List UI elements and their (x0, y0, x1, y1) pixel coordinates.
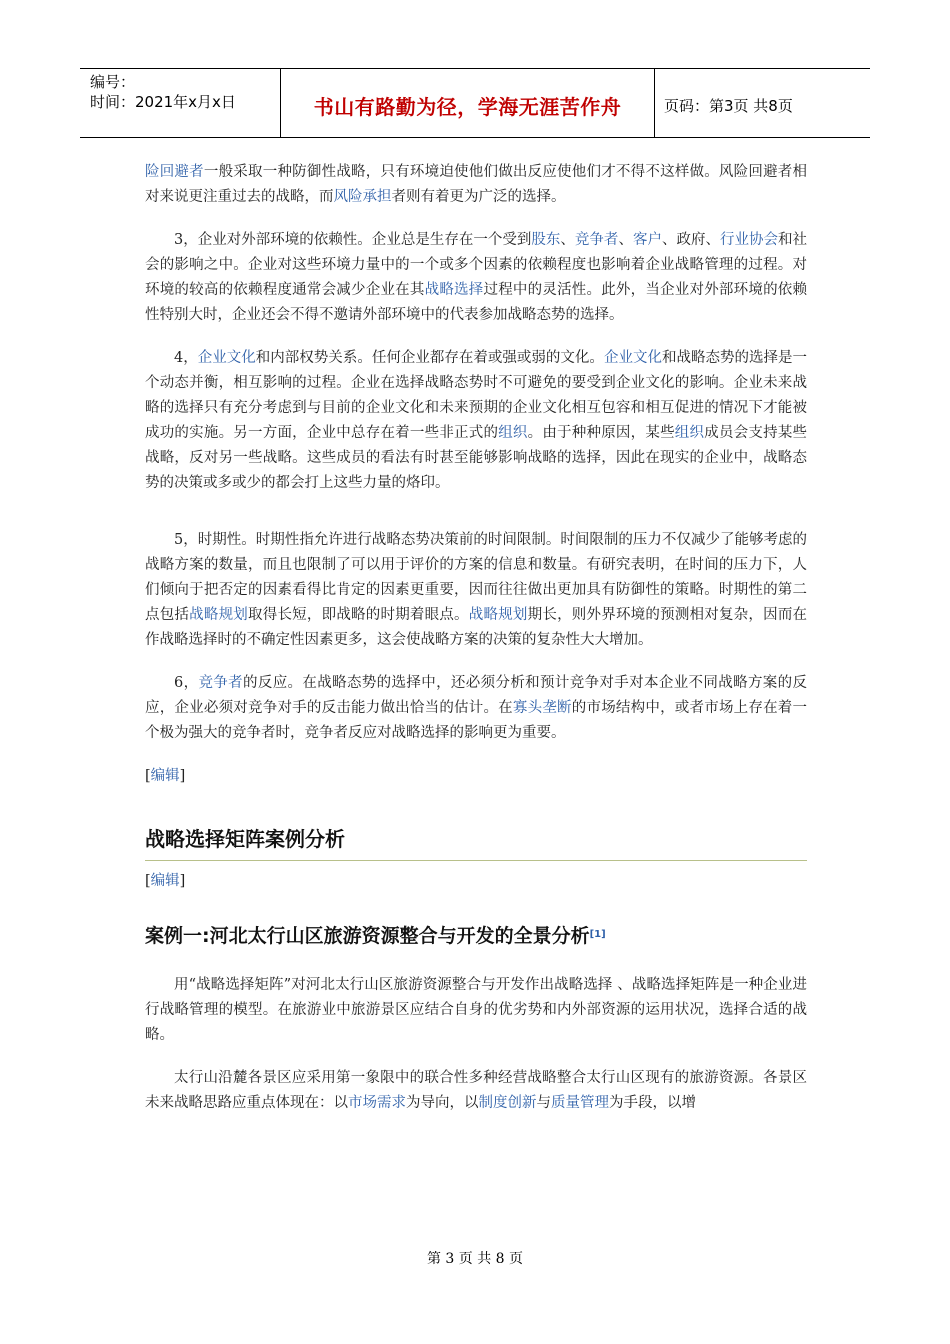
page-footer: 第 3 页 共 8 页 (426, 1251, 524, 1267)
link-organization[interactable]: 组织 (498, 425, 528, 441)
time-label: 时间：2021年x月x日 (90, 93, 236, 111)
link-market-demand[interactable]: 市场需求 (348, 1095, 406, 1111)
link-industry-association[interactable]: 行业协会 (720, 232, 779, 248)
edit-link-2[interactable]: 编辑 (150, 873, 180, 889)
link-quality-management[interactable]: 质量管理 (551, 1095, 609, 1111)
paragraph-6: 6，竞争者的反应。在战略态势的选择中，还必须分析和预计竞争对手对本企业不同战略方案的反应，企业必须对竞争对手的反击能力做出恰当的估计。在寡头垄断的市场结构中，或者市场上存在着一个极为强大的竞争者时，竞争者反应对战略选择的影响更为重要。 (145, 675, 808, 741)
link-shareholder[interactable]: 股东 (531, 232, 561, 248)
paragraph-3: 3，企业对外部环境的依赖性。企业总是生存在一个受到股东、竞争者、客户、政府、行业协会和社会的影响之中。企业对这些环境力量中的一个或多个因素的依赖程度也影响着企业战略管理的过程。对环境的较高的依赖程度通常会减少企业在其战略选择过程中的灵活性。此外，当企业对外部环境的依赖性特别大时，企业还会不得不邀请外部环境中的代表参加战略态势的选择。 (145, 232, 808, 323)
article-body (145, 160, 807, 1134)
paragraph-8: 太行山沿麓各景区应采用第一象限中的联合性多种经营战略整合太行山区现有的旅游资源。各景区未来战略思路应重点体现在：以市场需求为导向，以制度创新与质量管理为手段，以增 (145, 1070, 807, 1111)
edit-link[interactable]: 编辑 (150, 768, 180, 784)
link-corporate-culture[interactable]: 企业文化 (197, 350, 256, 366)
header-motto-cell (281, 69, 655, 137)
link-institutional-innovation[interactable]: 制度创新 (478, 1095, 537, 1111)
link-strategic-planning-2[interactable]: 战略规划 (468, 607, 528, 623)
link-risk-avoider[interactable]: 险回避者 (145, 164, 204, 180)
edit-link-row-1: [编辑] (145, 768, 186, 784)
reference-link[interactable]: [1] (589, 929, 606, 940)
link-strategic-planning[interactable]: 战略规划 (189, 607, 249, 623)
paragraph-7: 用“战略选择矩阵”对河北太行山区旅游资源整合与开发作出战略选择 、战略选择矩阵是一种企业进行战略管理的模型。在旅游业中旅游景区应结合自身的优劣势和内外部资源的运用状况，选择合适的战略。 (145, 977, 807, 1043)
paragraph-risk: 险回避者一般采取一种防御性战略，只有环境迫使他们做出反应使他们才不得不这样做。风险回避者相对来说更注重过去的战略，而风险承担者则有着更为广泛的选择。 (145, 164, 808, 205)
link-risk-taker[interactable]: 风险承担 (333, 189, 392, 205)
edit-link-row-2: [编辑] (145, 873, 186, 889)
case-title: 案例一:河北太行山区旅游资源整合与开发的全景分析[1] (145, 925, 606, 947)
link-oligopoly[interactable]: 寡头垄断 (512, 700, 572, 716)
link-customer[interactable]: 客户 (632, 232, 662, 248)
section-title: 战略选择矩阵案例分析 (145, 827, 807, 861)
number-label: 编号： (90, 73, 136, 91)
paragraph-5: 5，时期性。时期性指允许进行战略态势决策前的时间限制。时间限制的压力不仅减少了能够考虑的战略方案的数量，而且也限制了可以用于评价的方案的信息和数量。有研究表明，在时间的压力下，人们倾向于把否定的因素看得比肯定的因素更重要，因而往往做出更加具有防御性的策略。时期性的第二点包括战略规划取得长短，即战略的时期着眼点。战略规划期长，则外界环境的预测相对复杂，因而在作战略选择时的不确定性因素更多，这会使战略方案的决策的复杂性大大增加。 (145, 532, 808, 648)
link-organization-2[interactable]: 组织 (674, 425, 705, 441)
link-strategy-choice[interactable]: 战略选择 (424, 282, 484, 298)
header-meta-cell (80, 69, 281, 137)
link-competitor-2[interactable]: 竞争者 (198, 675, 243, 691)
link-corporate-culture-2[interactable]: 企业文化 (603, 350, 662, 366)
paragraph-4: 4，企业文化和内部权势关系。任何企业都存在着或强或弱的文化。企业文化和战略态势的选择是一个动态并衡，相互影响的过程。企业在选择战略态势时不可避免的要受到企业文化的影响。企业未来战略的选择只有充分考虑到与目前的企业文化和未来预期的企业文化相互包容和相互促进的情况下才能被成功的实施。另一方面，企业中总存在着一些非正式的组织。由于种种原因，某些组织成员会支持某些战略，反对另一些战略。这些成员的看法有时甚至能够影响战略的选择，因此在现实的企业中，战略态势的决策或多或少的都会打上这些力量的烙印。 (145, 350, 808, 491)
header-motto: 书山有路勤为径，学海无涯苦作舟 (313, 95, 622, 119)
header-page-info: 页码：第3页 共8页 (664, 97, 793, 115)
page-header (80, 68, 870, 138)
link-competitor[interactable]: 竞争者 (574, 232, 619, 248)
